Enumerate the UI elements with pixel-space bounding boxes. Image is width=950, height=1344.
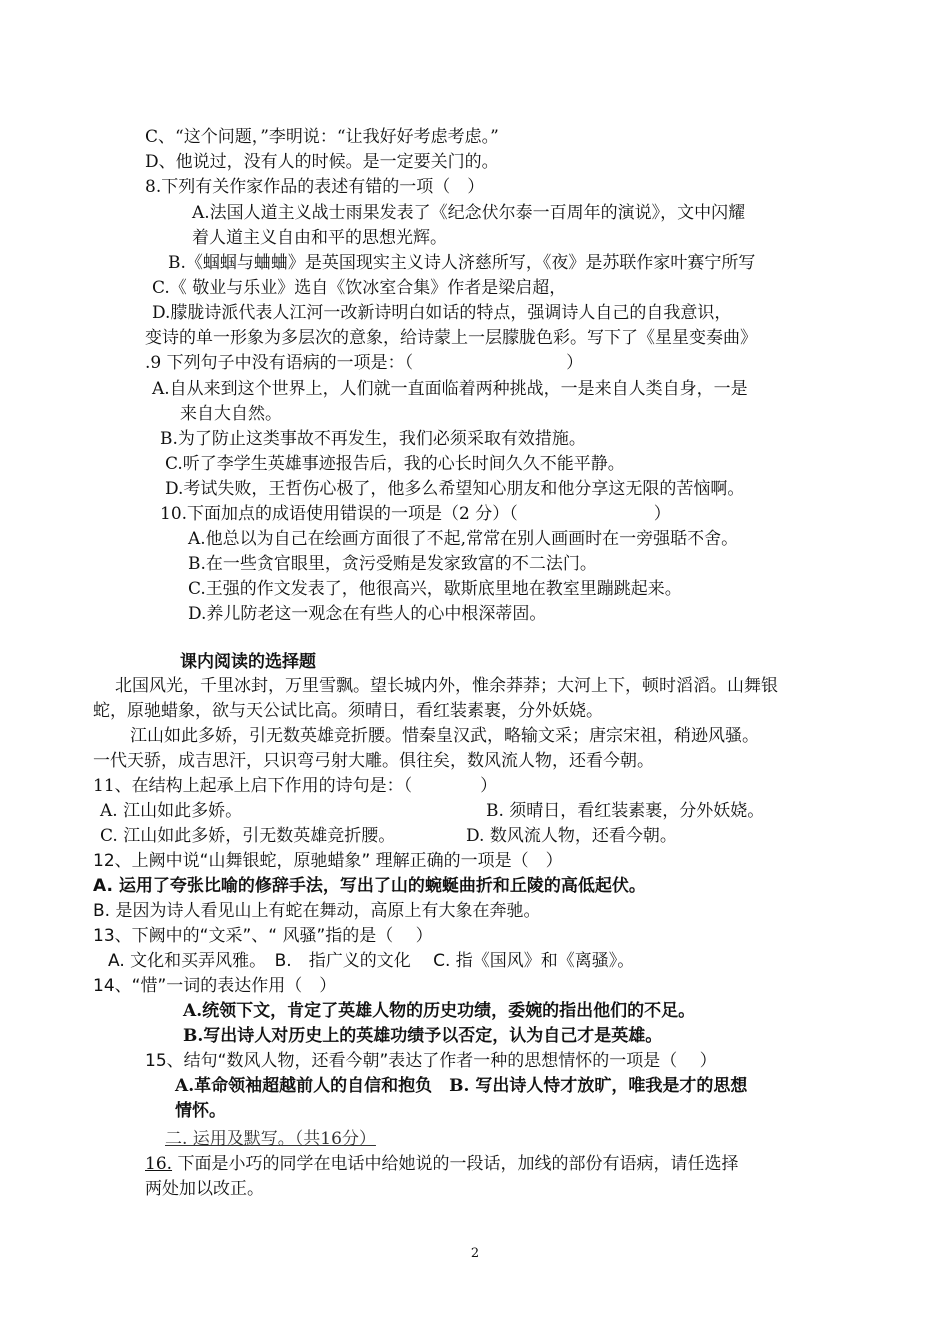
q10-option-c: C.王强的作文发表了，他很高兴，歇斯底里地在教室里蹦跳起来。 bbox=[188, 579, 682, 599]
q8-option-d-cont: 变诗的单一形象为多层次的意象，给诗蒙上一层朦胧色彩。写下了《星星变奏曲》 bbox=[145, 328, 757, 348]
q14-option-b: B.写出诗人对历史上的英雄功绩予以否定，认为自己才是英雄。 bbox=[183, 1026, 663, 1046]
poem-line-4: 一代天骄，成吉思汗，只识弯弓射大雕。俱往矣，数风流人物，还看今朝。 bbox=[93, 751, 654, 771]
q12-option-b: B. 是因为诗人看见山上有蛇在舞动，高原上有大象在奔驰。 bbox=[93, 901, 541, 921]
question-8: 8.下列有关作家作品的表述有错的一项（ ） bbox=[145, 177, 485, 197]
q8-option-d: D.朦胧诗派代表人江河一改新诗明白如话的特点，强调诗人自己的自我意识， bbox=[152, 303, 732, 323]
q12-option-a: A. 运用了夸张比喻的修辞手法，写出了山的蜿蜒曲折和丘陵的高低起伏。 bbox=[93, 876, 646, 896]
option-d-line: D、他说过，没有人的时候。是一定要关门的。 bbox=[145, 152, 499, 172]
q11-option-c: C. 江山如此多娇，引无数英雄竞折腰。 bbox=[100, 826, 396, 846]
question-9: .9 下列句子中没有语病的一项是：（ ） bbox=[145, 353, 584, 373]
q8-option-a-cont: 着人道主义自由和平的思想光辉。 bbox=[192, 228, 447, 248]
q11-option-b: B. 须晴日，看红装素裹，分外妖娆。 bbox=[486, 801, 765, 821]
q8-option-c: C.《 敬业与乐业》选自《饮冰室合集》作者是梁启超， bbox=[152, 278, 567, 298]
question-12: 12、上阙中说“山舞银蛇，原驰蜡象” 理解正确的一项是（ ） bbox=[93, 851, 563, 871]
q9-option-b: B.为了防止这类事故不再发生，我们必须采取有效措施。 bbox=[160, 429, 586, 449]
question-16 bbox=[145, 1152, 738, 1176]
poem-line-1: 北国风光，千里冰封，万里雪飘。望长城内外，惟余莽莽；大河上下，顿时滔滔。山舞银 bbox=[115, 676, 778, 696]
question-10: 10.下面加点的成语使用错误的一项是（2 分）（ ） bbox=[160, 504, 671, 524]
q14-option-a: A.统领下文，肯定了英雄人物的历史功绩，委婉的指出他们的不足。 bbox=[183, 1001, 696, 1021]
page-number: 2 bbox=[470, 1246, 480, 1261]
q9-option-c: C.听了李学生英雄事迹报告后，我的心长时间久久不能平静。 bbox=[165, 454, 625, 474]
q8-option-b: B.《蝈蝈与蛐蛐》是英国现实主义诗人济慈所写，《夜》是苏联作家叶赛宁所写 bbox=[168, 253, 756, 273]
question-14: 14、“惜”一词的表达作用（ ） bbox=[93, 976, 337, 996]
q10-option-a: A.他总以为自己在绘画方面很了不起,常常在别人画画时在一旁强聒不舍。 bbox=[188, 529, 739, 549]
q11-option-a: A. 江山如此多娇。 bbox=[100, 801, 243, 821]
question-15: 15、结句“数风人物，还看今朝”表达了作者一种的思想情怀的一项是（ ） bbox=[145, 1051, 717, 1071]
q10-option-d: D.养儿防老这一观念在有些人的心中根深蒂固。 bbox=[188, 604, 547, 624]
section-heading-usage: 二. 运用及默写。（共16分） bbox=[165, 1129, 376, 1149]
q9-option-a-cont: 来自大自然。 bbox=[180, 404, 282, 424]
question-16-number: 16. bbox=[145, 1154, 173, 1174]
question-11: 11、在结构上起承上启下作用的诗句是：（ ） bbox=[93, 776, 498, 796]
section-heading-reading: 课内阅读的选择题 bbox=[180, 652, 316, 672]
q10-option-b: B.在一些贪官眼里，贪污受贿是发家致富的不二法门。 bbox=[188, 554, 597, 574]
q13-options: A. 文化和买弄风雅。 B. 指广义的文化 C. 指《国风》和《离骚》。 bbox=[108, 951, 635, 971]
q15-options: A.革命领袖超越前人的自信和抱负 B. 写出诗人恃才放旷，唯我是才的思想 bbox=[175, 1076, 748, 1096]
q9-option-d: D.考试失败，王哲伤心极了，他多么希望知心朋友和他分享这无限的苦恼啊。 bbox=[165, 479, 745, 499]
option-c-line: C、“这个问题，”李明说：“让我好好考虑考虑。” bbox=[145, 127, 499, 147]
question-16-cont: 两处加以改正。 bbox=[145, 1179, 264, 1199]
question-16-text: 下面是小巧的同学在电话中给她说的一段话，加线的部份有语病，请任选择 bbox=[172, 1154, 739, 1174]
question-13: 13、下阙中的“文采”、“ 风骚”指的是（ ） bbox=[93, 926, 433, 946]
q15-options-cont: 情怀。 bbox=[175, 1101, 226, 1121]
poem-line-3: 江山如此多娇，引无数英雄竞折腰。惜秦皇汉武，略输文采；唐宗宋祖，稍逊风骚。 bbox=[130, 726, 759, 746]
q9-option-a: A.自从来到这个世界上，人们就一直面临着两种挑战，一是来自人类自身，一是 bbox=[152, 379, 748, 399]
q11-option-d: D. 数风流人物，还看今朝。 bbox=[466, 826, 677, 846]
poem-line-2: 蛇，原驰蜡象，欲与天公试比高。须晴日，看红装素裹，分外妖娆。 bbox=[93, 701, 603, 721]
q8-option-a: A.法国人道主义战士雨果发表了《纪念伏尔泰一百周年的演说》，文中闪耀 bbox=[192, 203, 746, 223]
